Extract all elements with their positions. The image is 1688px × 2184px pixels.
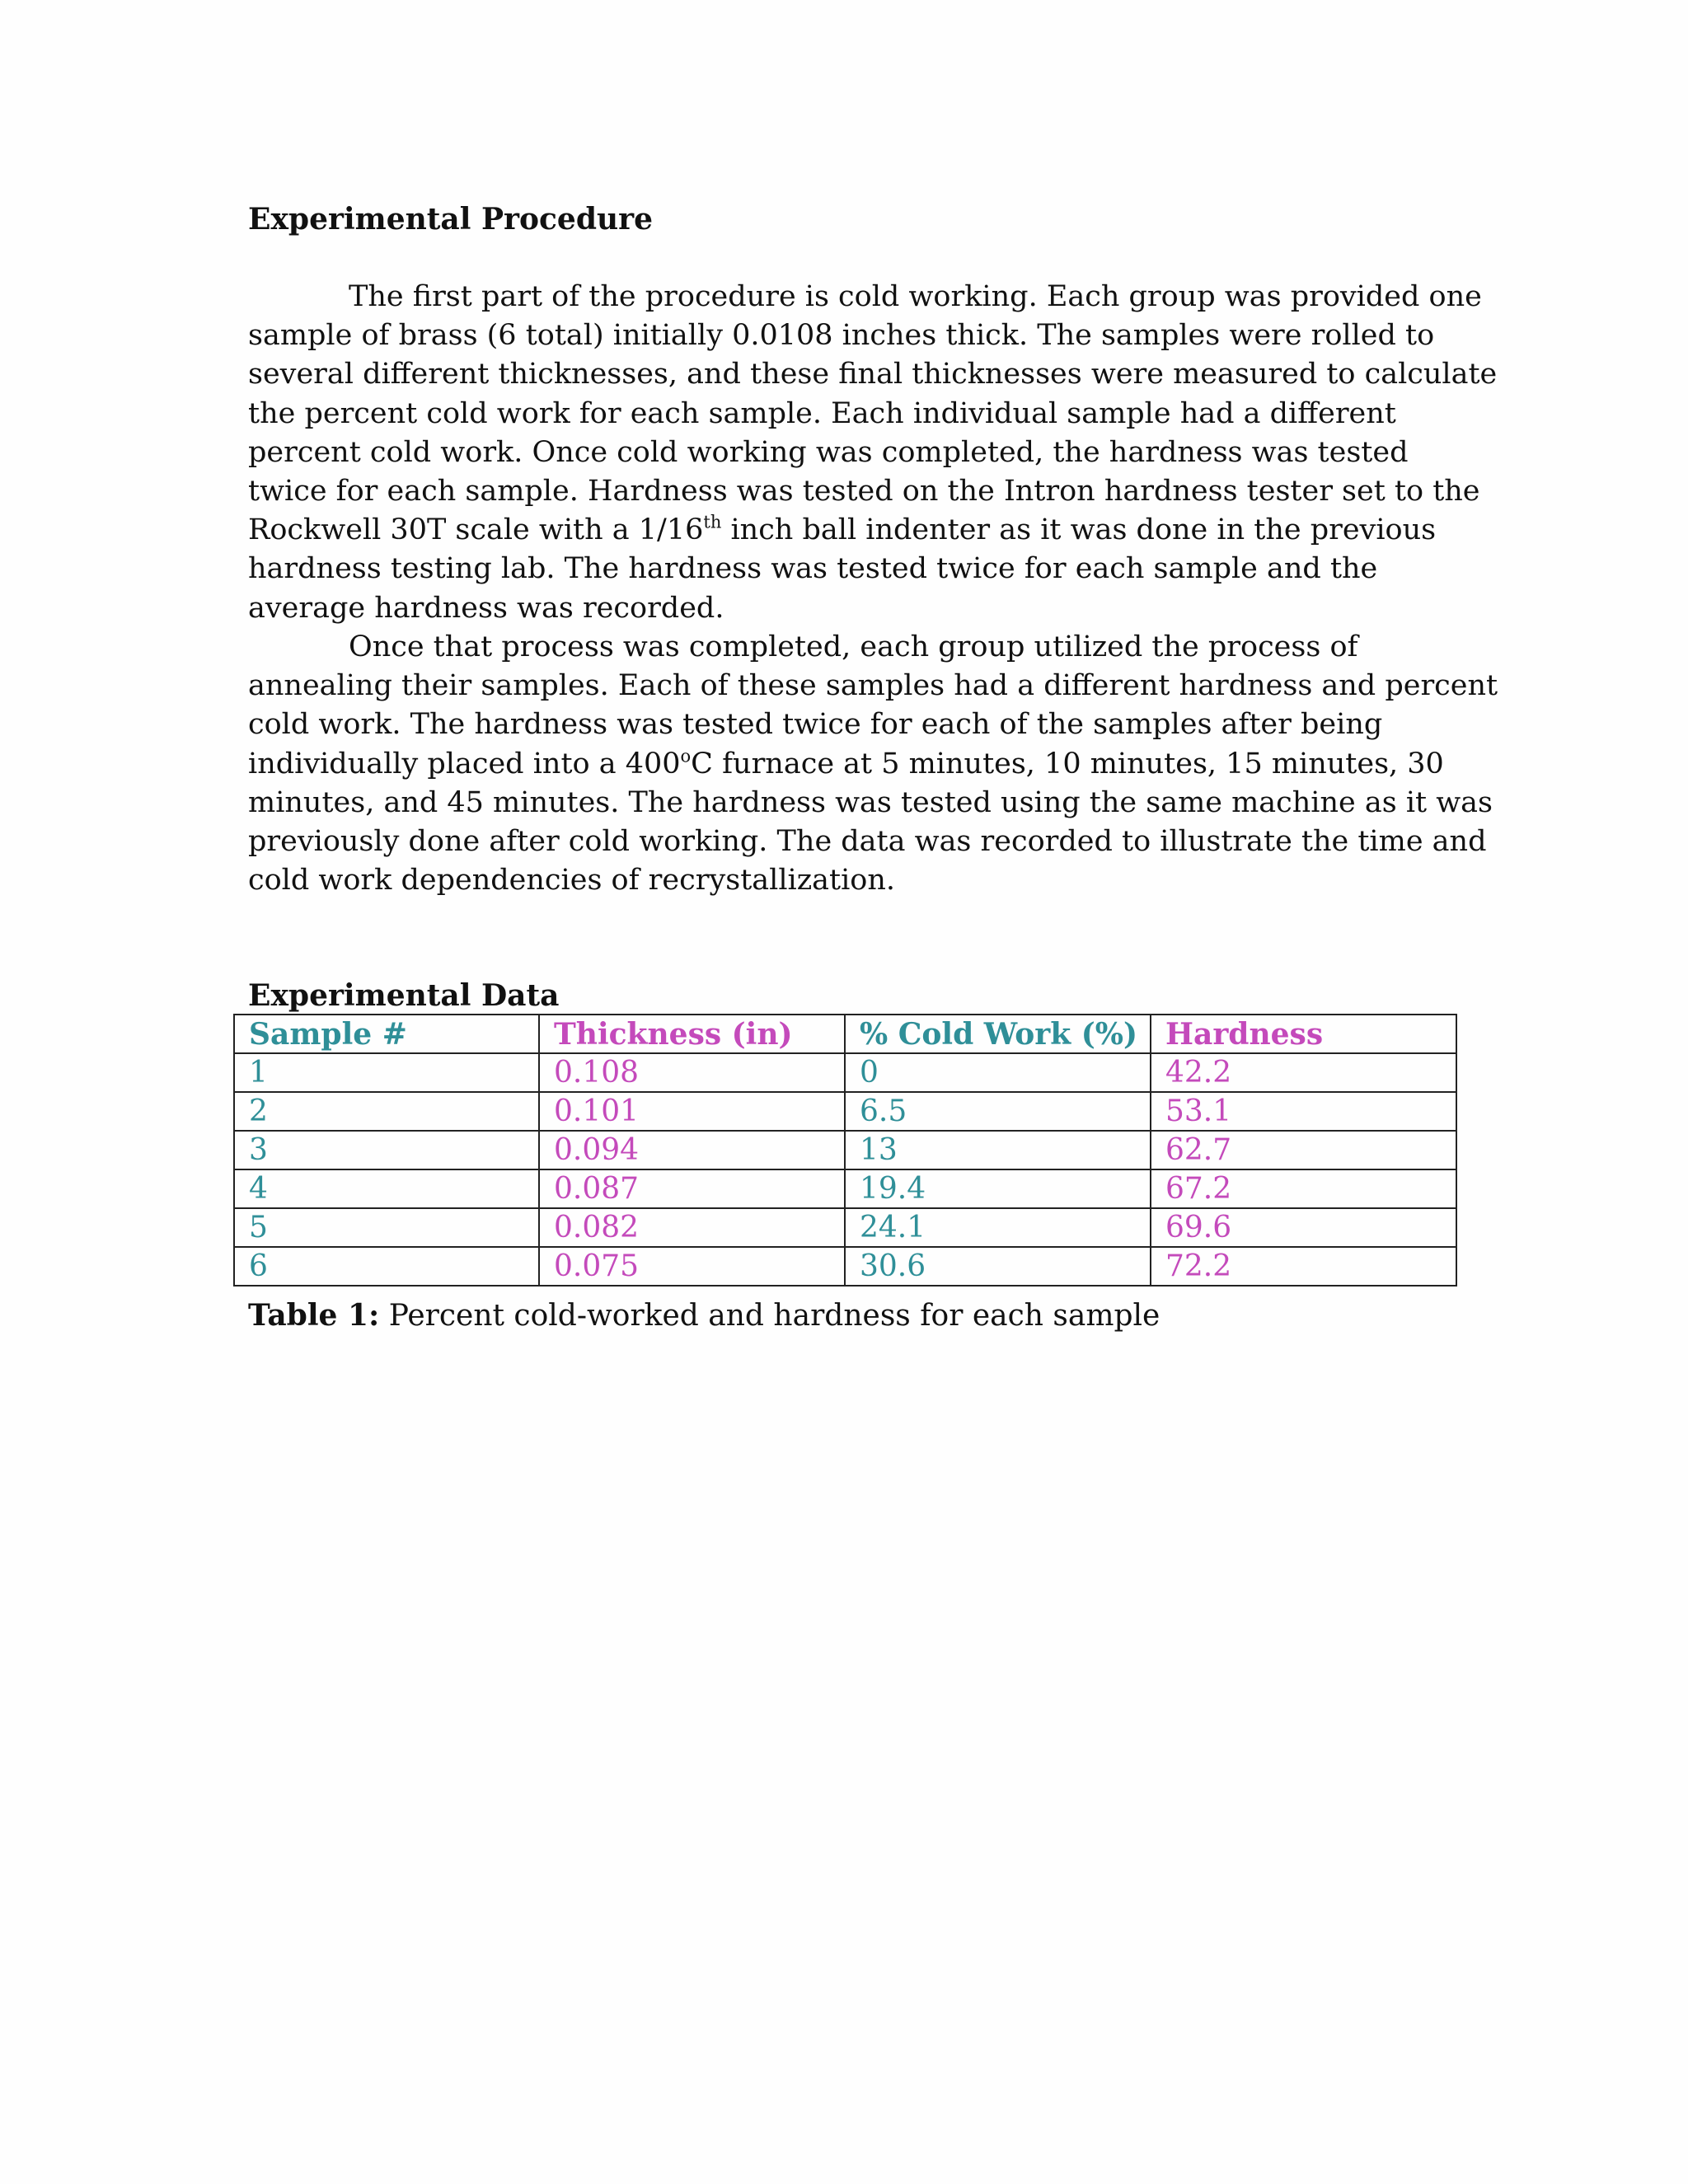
table-row xyxy=(234,1208,1456,1247)
cell-thickness: 0.094 xyxy=(539,1131,845,1169)
caption-text: Percent cold-worked and hardness for each sample xyxy=(379,1299,1160,1333)
text-line: cold work dependencies of recrystallization. xyxy=(248,864,896,898)
cell-hardness: 67.2 xyxy=(1151,1169,1456,1208)
table-row xyxy=(234,1131,1456,1169)
text-segment: Rockwell 30T scale with a 1/16 xyxy=(248,513,704,547)
table-caption xyxy=(248,1296,1160,1335)
text-line: The first part of the procedure is cold working. Each group was provided one xyxy=(349,280,1482,313)
cell-sample: 5 xyxy=(234,1208,539,1247)
table-row xyxy=(234,1169,1456,1208)
text-line: twice for each sample. Hardness was tested on the Intron hardness tester set to the xyxy=(248,475,1480,509)
text-line: cold work. The hardness was tested twice for each of the samples after being xyxy=(248,708,1383,742)
cell-hardness: 69.6 xyxy=(1151,1208,1456,1247)
header-cold-work: % Cold Work (%) xyxy=(845,1015,1151,1053)
header-thickness: Thickness (in) xyxy=(539,1015,845,1053)
cell-sample: 6 xyxy=(234,1247,539,1286)
data-table xyxy=(233,1014,1457,1286)
text-segment: inch ball indenter as it was done in the previous xyxy=(721,513,1437,547)
degree-superscript: o xyxy=(680,745,692,766)
text-line: minutes, and 45 minutes. The hardness was tested using the same machine as it was xyxy=(248,785,1493,819)
cell-sample: 1 xyxy=(234,1053,539,1092)
procedure-paragraph-2 xyxy=(248,628,1498,900)
text-line: annealing their samples. Each of these samples had a different hardness and percent xyxy=(248,669,1498,703)
cell-cold-work: 0 xyxy=(845,1053,1151,1092)
procedure-paragraph-1 xyxy=(248,278,1498,628)
cell-sample: 3 xyxy=(234,1131,539,1169)
text-line: several different thicknesses, and these final thicknesses were measured to calculate xyxy=(248,358,1498,391)
cell-thickness: 0.101 xyxy=(539,1092,845,1131)
cell-thickness: 0.087 xyxy=(539,1169,845,1208)
text-line: sample of brass (6 total) initially 0.0108 inches thick. The samples were rolled to xyxy=(248,319,1435,353)
text-line: Once that process was completed, each group utilized the process of xyxy=(349,630,1358,663)
cell-cold-work: 6.5 xyxy=(845,1092,1151,1131)
text-segment: individually placed into a 400 xyxy=(248,747,681,780)
cell-thickness: 0.082 xyxy=(539,1208,845,1247)
cell-hardness: 53.1 xyxy=(1151,1092,1456,1131)
table-row xyxy=(234,1092,1456,1131)
table-header-row xyxy=(234,1015,1456,1053)
cell-cold-work: 24.1 xyxy=(845,1208,1151,1247)
cell-cold-work: 13 xyxy=(845,1131,1151,1169)
table-row xyxy=(234,1247,1456,1286)
text-line xyxy=(248,511,1443,550)
header-sample: Sample # xyxy=(234,1015,539,1053)
table-row xyxy=(234,1053,1456,1092)
text-line xyxy=(248,745,1443,784)
caption-label: Table 1: xyxy=(248,1298,380,1333)
header-hardness: Hardness xyxy=(1151,1015,1456,1053)
text-segment: C furnace at 5 minutes, 10 minutes, 15 minutes, 30 xyxy=(691,747,1444,780)
procedure-heading: Experimental Procedure xyxy=(248,202,654,237)
superscript: th xyxy=(703,512,722,532)
cell-hardness: 62.7 xyxy=(1151,1131,1456,1169)
cell-cold-work: 19.4 xyxy=(845,1169,1151,1208)
text-line: previously done after cold working. The data was recorded to illustrate the time and xyxy=(248,825,1487,859)
cell-thickness: 0.108 xyxy=(539,1053,845,1092)
cell-sample: 2 xyxy=(234,1092,539,1131)
data-heading: Experimental Data xyxy=(248,978,560,1013)
cell-thickness: 0.075 xyxy=(539,1247,845,1286)
text-line: the percent cold work for each sample. Each individual sample had a different xyxy=(248,396,1396,430)
cell-sample: 4 xyxy=(234,1169,539,1208)
cell-hardness: 42.2 xyxy=(1151,1053,1456,1092)
text-line: average hardness was recorded. xyxy=(248,591,724,625)
text-line: hardness testing lab. The hardness was tested twice for each sample and the xyxy=(248,552,1378,586)
cell-hardness: 72.2 xyxy=(1151,1247,1456,1286)
cell-cold-work: 30.6 xyxy=(845,1247,1151,1286)
text-line: percent cold work. Once cold working was completed, the hardness was tested xyxy=(248,435,1409,469)
